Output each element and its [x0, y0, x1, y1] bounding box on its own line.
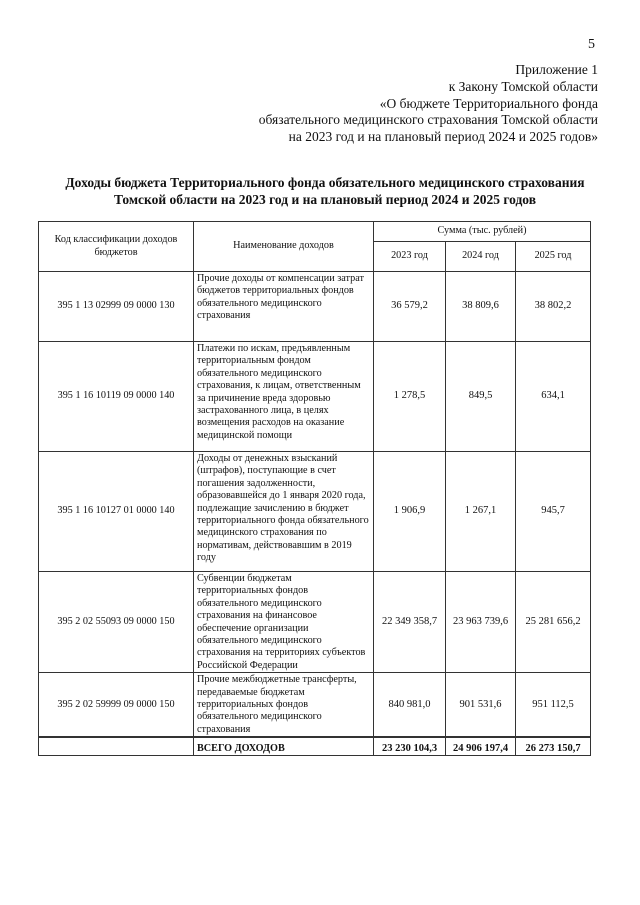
amount-2025: 951 112,5 — [516, 673, 591, 738]
income-name: Доходы от денежных взысканий (штрафов), поступающие в счет погашения задолженности, образовавшейся до 1 января 2020 года, подлежащие зачислению в бюджет территориального фонда обязательного медицинского страхования по нормативам, действовавшим в 2019 году — [194, 452, 374, 572]
amount-2024: 849,5 — [446, 342, 516, 452]
amount-2025: 38 802,2 — [516, 272, 591, 342]
table-row — [39, 272, 591, 342]
amount-2024: 38 809,6 — [446, 272, 516, 342]
appendix-line: «О бюджете Территориального фонда — [379, 95, 598, 111]
income-code: 395 1 13 02999 09 0000 130 — [39, 272, 194, 342]
total-code-cell — [39, 737, 194, 756]
appendix-line: к Закону Томской области — [448, 78, 598, 94]
amount-2023: 1 278,5 — [374, 342, 446, 452]
amount-2025: 945,7 — [516, 452, 591, 572]
amount-2023: 22 349 358,7 — [374, 572, 446, 673]
income-code: 395 2 02 59999 09 0000 150 — [39, 673, 194, 738]
appendix-line: Приложение 1 — [515, 62, 598, 77]
page-number: 5 — [588, 37, 595, 52]
income-name: Прочие межбюджетные трансферты, передаваемые бюджетам территориальных фондов обязательного медицинского страхования — [194, 673, 374, 738]
sum-column-header: Сумма (тыс. рублей) — [374, 222, 591, 242]
amount-2023: 36 579,2 — [374, 272, 446, 342]
table-row — [39, 673, 591, 738]
income-code: 395 1 16 10127 01 0000 140 — [39, 452, 194, 572]
total-2025: 26 273 150,7 — [516, 737, 591, 756]
amount-2025: 25 281 656,2 — [516, 572, 591, 673]
appendix-heading — [38, 62, 598, 146]
income-table — [38, 221, 591, 756]
code-column-header: Код классификации доходов бюджетов — [39, 222, 194, 272]
amount-2023: 840 981,0 — [374, 673, 446, 738]
table-row — [39, 342, 591, 452]
table-row — [39, 452, 591, 572]
year-header: 2023 год — [374, 242, 446, 272]
income-name: Прочие доходы от компенсации затрат бюджетов территориальных фондов обязательного медицинского страхования — [194, 272, 374, 342]
income-code: 395 2 02 55093 09 0000 150 — [39, 572, 194, 673]
income-code: 395 1 16 10119 09 0000 140 — [39, 342, 194, 452]
header-row — [39, 222, 591, 242]
income-name: Субвенции бюджетам территориальных фондов обязательного медицинского страхования на финансовое обеспечение организации обязательного медицинского страхования на территориях субъектов Российской Федерации — [194, 572, 374, 673]
amount-2024: 901 531,6 — [446, 673, 516, 738]
year-header: 2024 год — [446, 242, 516, 272]
document-title: Доходы бюджета Территориального фонда обязательного медицинского страхования Томской области на 2023 год и на плановый период 2024 и 2025 годов — [65, 175, 585, 207]
total-label: ВСЕГО ДОХОДОВ — [194, 737, 374, 756]
total-2023: 23 230 104,3 — [374, 737, 446, 756]
amount-2024: 23 963 739,6 — [446, 572, 516, 673]
total-2024: 24 906 197,4 — [446, 737, 516, 756]
appendix-line: обязательного медицинского страхования Томской области — [258, 112, 598, 128]
appendix-line: на 2023 год и на плановый период 2024 и 2025 годов» — [288, 129, 598, 145]
amount-2024: 1 267,1 — [446, 452, 516, 572]
income-name: Платежи по искам, предъявленным территориальным фондом обязательного медицинского страхования, к лицам, ответственным за причинение вреда здоровью застрахованного лица, в целях возмещения расходов на оказание медицинской помощи — [194, 342, 374, 452]
year-header: 2025 год — [516, 242, 591, 272]
total-row — [39, 737, 591, 756]
amount-2023: 1 906,9 — [374, 452, 446, 572]
amount-2025: 634,1 — [516, 342, 591, 452]
table-row — [39, 572, 591, 673]
name-column-header: Наименование доходов — [194, 222, 374, 272]
